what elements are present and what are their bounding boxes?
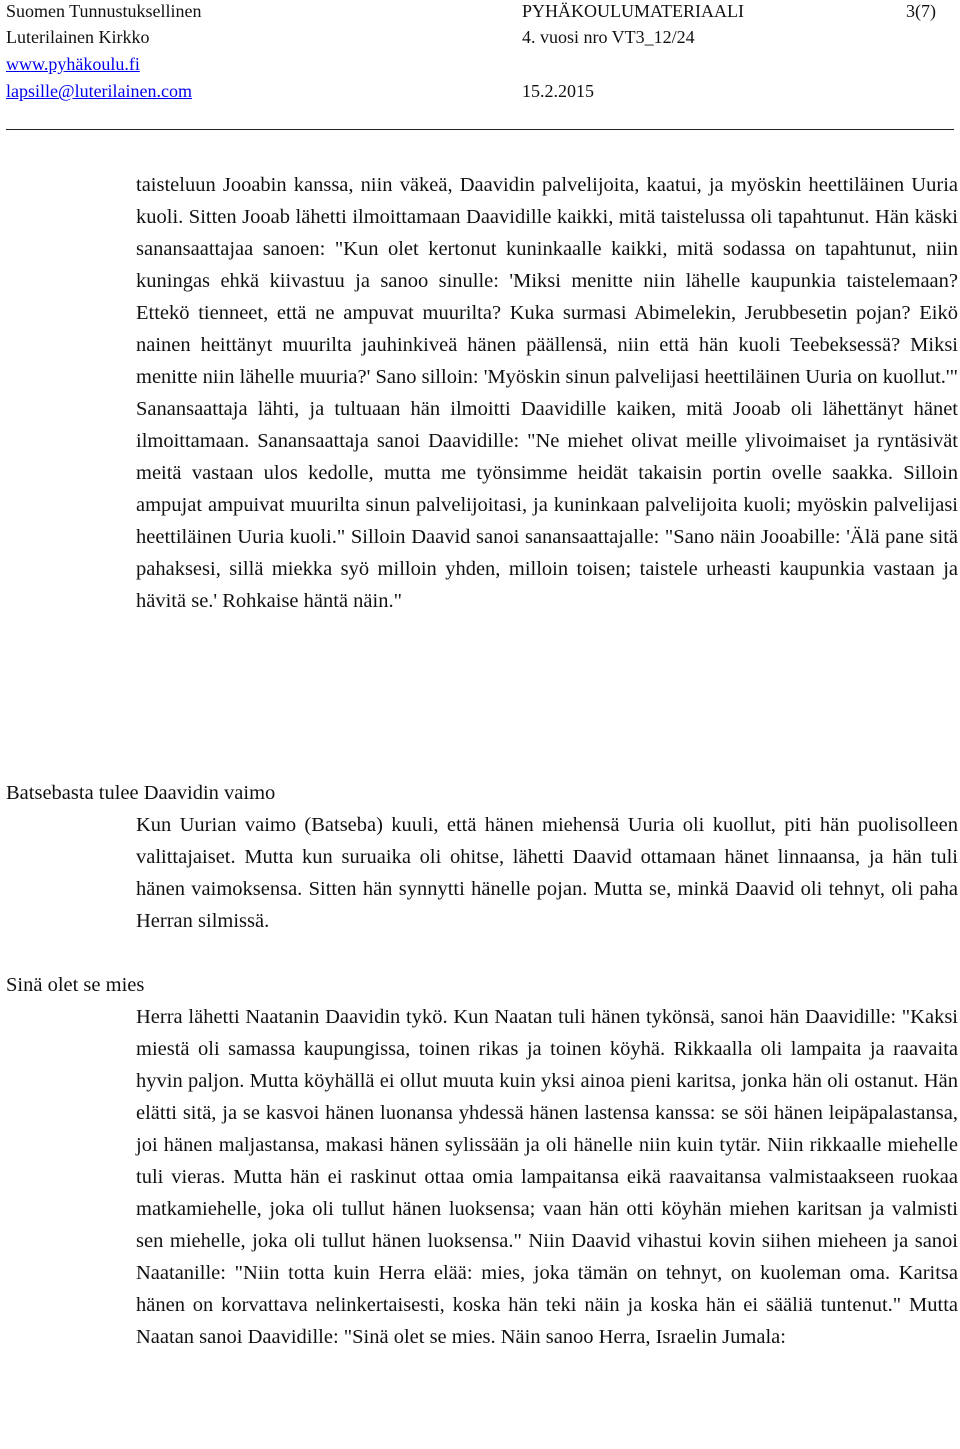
page-header [0, 0, 960, 130]
section-text-batseba: Kun Uurian vaimo (Batseba) kuuli, että hänen miehensä Uuria oli kuollut, piti hän puolisolleen valittajaiset. Mutta kun suruaika oli ohitse, lähetti Daavid ottamaan hänet linnaansa, ja hän tuli hänen vaimoksensa. Sitten hän synnytti hänelle pojan. Mutta se, minkä Daavid oli tehnyt, oli paha Herran silmissä. [136, 814, 958, 932]
section-text-sina-olet-se-mies: Herra lähetti Naatanin Daavidin tykö. Kun Naatan tuli hänen tykönsä, sanoi hän Daavidille: "Kaksi miestä oli samassa kaupungissa, toinen rikas ja toinen köyhä. Rikkaalla oli lampaita ja raavaita hyvin paljon. Mutta köyhällä ei ollut muuta kuin yksi ainoa pieni karitsa, jonka hän oli ostanut. Hän elätti sitä, ja se kasvoi hänen luonansa yhdessä hänen lastensa kanssa: se söi hänen leipäpalastansa, joi hänen maljastansa, makasi hänen sylissään ja oli hänelle niin kuin tytär. Niin rikkaalle miehelle tuli vieras. Mutta hän ei raskinut ottaa omia lampaitansa eikä raavaitansa valmistaakseen ruokaa matkamiehelle, joka oli tullut hänen luoksensa; vaan hän otti köyhän miehen karitsan ja valmisti sen miehelle, joka oli tullut hänen luoksensa." Niin Daavid vihastui kovin siihen mieheen ja sanoi Naatanille: "Niin totta kuin Herra elää: mies, joka tämän on tehnyt, on kuoleman oma. Karitsa hänen on korvattava nelinkertaisesti, koska hän teki näin ja koska hän ei sääliä tuntenut." Mutta Naatan sanoi Daavidille: "Sinä olet se mies. Näin sanoo Herra, Israelin Jumala: [136, 1006, 958, 1348]
intro-paragraph: taisteluun Jooabin kanssa, niin väkeä, Daavidin palvelijoita, kaatui, ja myöskin heettiläinen Uuria kuoli. Sitten Jooab lähetti ilmoittamaan Daavidille kaikki, mitä taistelussa oli tapahtunut. Hän käski sanansaattajaa sanoen: "Kun olet kertonut kuninkaalle kaikki, mitä sodassa on tapahtunut, niin kuningas ehkä kiivastuu ja sanoo sinulle: 'Miksi menitte niin lähelle kaupunkia taistelemaan? Ettekö tienneet, että ne ampuvat muurilta? Kuka surmasi Abimelekin, Jerubbesetin pojan? Eikö nainen heittänyt muurilta jauhinkiveä hänen päällensä, niin että hän kuoli Teebeksessä? Miksi menitte niin lähelle muuria?' Sano silloin: 'Myöskin sinun palvelijasi heettiläinen Uuria on kuollut.'" Sanansaattaja lähti, ja tultuaan hän ilmoitti Daavidille kaiken, mitä Jooab oli lähettänyt hänet ilmoittamaan. Sanansaattaja sanoi Daavidille: "Ne miehet olivat meille ylivoimaiset ja ryntäsivät meitä vastaan ulos kedolle, mutta me työnsimme heidät takaisin portin ovelle saakka. Silloin ampujat ampuivat muurilta sinun palvelijoitasi, ja kuninkaan palvelijoita kuoli; myöskin palvelijasi heettiläinen Uuria kuoli." Silloin Daavid sanoi sanansaattajalle: "Sano näin Jooabille: 'Älä pane sitä pahaksesi, sillä miekka syö milloin yhden, milloin toisen; taistele urheasti kaupunkia vastaan ja hävitä se.' Rohkaise häntä näin." [136, 174, 958, 612]
email-link[interactable]: lapsille@luterilainen.com [6, 81, 193, 101]
header-divider [6, 129, 954, 130]
section-heading-sina-olet-se-mies: Sinä olet se mies [6, 974, 145, 996]
website-link[interactable]: www.pyhäkoulu.fi [6, 54, 140, 74]
org-name-line2: Luterilainen Kirkko [6, 27, 150, 47]
org-name-line1: Suomen Tunnustuksellinen [6, 1, 202, 21]
page-number: 3(7) [906, 1, 936, 21]
material-title: PYHÄKOULUMATERIAALI [522, 1, 744, 21]
lesson-code: 4. vuosi nro VT3_12/24 [522, 27, 695, 47]
document-date: 15.2.2015 [522, 81, 594, 101]
section-heading-batseba: Batsebasta tulee Daavidin vaimo [6, 782, 276, 804]
